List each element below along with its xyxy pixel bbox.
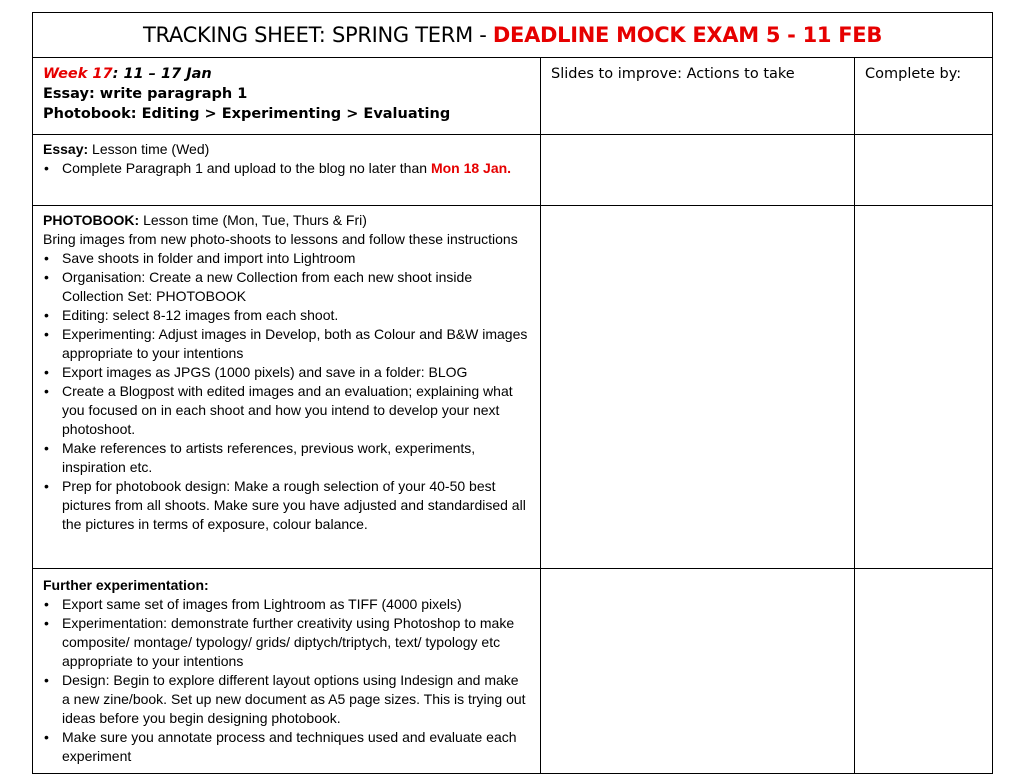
list-item: • Prep for photobook design: Make a rough selection of your 40-50 best pictures from all shoots. Make sure you have adjusted and standardised all the pictures in terms of exposure, colour balance. xyxy=(43,477,530,534)
list-item: • Export images as JPGS (1000 pixels) and save in a folder: BLOG xyxy=(43,363,530,382)
list-item: • Create a Blogpost with edited images and an evaluation; explaining what you focused on in each shoot and how you intend to develop your next photoshoot. xyxy=(43,382,530,439)
list-item: • Make sure you annotate process and techniques used and evaluate each experiment xyxy=(43,728,530,766)
list-item: • Experimenting: Adjust images in Develop, both as Colour and B&W images appropriate to your intentions xyxy=(43,325,530,363)
sheet-title xyxy=(33,13,993,58)
further-list xyxy=(43,595,530,766)
essay-task xyxy=(43,159,530,178)
photobook-row xyxy=(33,206,993,569)
week-header-cell xyxy=(33,58,541,135)
tracking-sheet xyxy=(32,12,992,774)
title-deadline: DEADLINE MOCK EXAM 5 - 11 FEB xyxy=(492,23,883,47)
list-item: • Save shoots in folder and import into Lightroom xyxy=(43,249,530,268)
slides-header-cell: Slides to improve: Actions to take xyxy=(541,58,855,135)
further-actions-cell xyxy=(541,569,855,774)
title-prefix: TRACKING SHEET: SPRING TERM - xyxy=(142,23,493,47)
essay-goal: Essay: write paragraph 1 xyxy=(43,86,248,102)
essay-task-deadline: Mon 18 Jan. xyxy=(430,160,512,176)
essay-row xyxy=(33,135,993,206)
further-cell xyxy=(33,569,541,774)
essay-time: Lesson time (Wed) xyxy=(88,141,210,157)
list-item: • Editing: select 8-12 images from each shoot. xyxy=(43,306,530,325)
header-row xyxy=(33,58,993,135)
essay-cell xyxy=(33,135,541,206)
essay-task-text: Complete Paragraph 1 and upload to the blog no later than xyxy=(62,160,431,176)
week-label: Week 17 xyxy=(43,66,113,82)
essay-label: Essay: xyxy=(43,141,89,157)
further-label: Further experimentation: xyxy=(43,577,209,593)
photobook-actions-cell xyxy=(541,206,855,569)
photobook-intro: Bring images from new photo-shoots to lessons and follow these instructions xyxy=(43,231,518,247)
list-item: • Design: Begin to explore different layout options using Indesign and make a new zine/book. Set up new document as A5 page sizes. This is trying out ideas before you begin designing photobook. xyxy=(43,671,530,728)
further-complete-by-cell xyxy=(855,569,993,774)
photobook-cell xyxy=(33,206,541,569)
essay-actions-cell xyxy=(541,135,855,206)
list-item: • Make references to artists references, previous work, experiments, inspiration etc. xyxy=(43,439,530,477)
photobook-complete-by-cell xyxy=(855,206,993,569)
title-row xyxy=(33,13,993,58)
photobook-goal: Photobook: Editing > Experimenting > Evaluating xyxy=(43,106,451,122)
week-dates: : 11 – 17 Jan xyxy=(112,66,212,82)
list-item: • Export same set of images from Lightroom as TIFF (4000 pixels) xyxy=(43,595,530,614)
tracking-table xyxy=(32,12,993,774)
photobook-list xyxy=(43,249,530,534)
list-item: • Organisation: Create a new Collection from each new shoot inside Collection Set: PHOTOBOOK xyxy=(43,268,530,306)
week-line xyxy=(43,64,530,84)
photobook-time: Lesson time (Mon, Tue, Thurs & Fri) xyxy=(139,212,367,228)
photobook-label: PHOTOBOOK: xyxy=(43,212,140,228)
complete-by-header-cell: Complete by: xyxy=(855,58,993,135)
essay-complete-by-cell xyxy=(855,135,993,206)
further-row xyxy=(33,569,993,774)
list-item: • Experimentation: demonstrate further creativity using Photoshop to make composite/ montage/ typology/ grids/ diptych/triptych, text/ typology etc appropriate to your intentions xyxy=(43,614,530,671)
